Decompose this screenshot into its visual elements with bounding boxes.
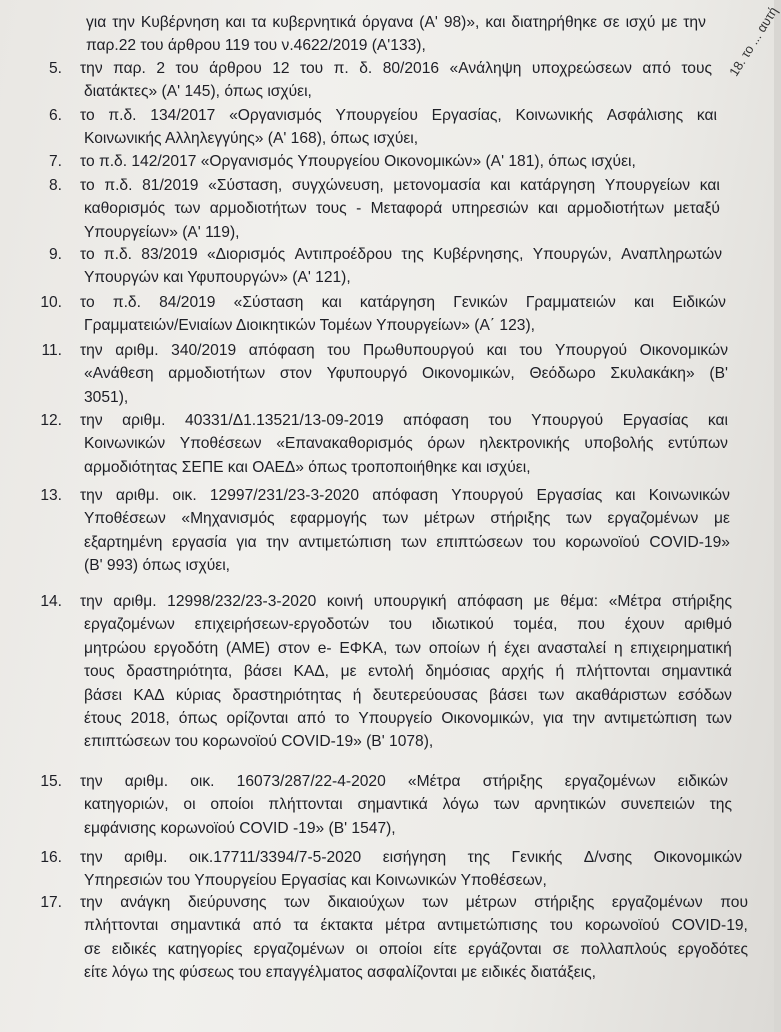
item-text-line: διατάκτες» (Α' 145), όπως ισχύει, [84,83,312,101]
item-number: 17. [40,894,62,911]
item-text-line: την αριθμ. οικ.17711/3394/7-5-2020 εισήγηση της Γενικής Δ/νσης Οικονομικών [80,849,742,866]
item-number: 15. [40,773,62,790]
item-text-line: παρ.22 του άρθρου 119 του ν.4622/2019 (Α'133), [86,37,426,55]
item-text-line: το π.δ. 134/2017 «Οργανισμός Υπουργείου Εργασίας, Κοινωνικής Ασφάλισης και [80,107,717,124]
item-text-line: Υποθέσεων «Μηχανισμός εφαρμογής των μέτρων στήριξης των εργαζομένων με [84,510,730,528]
item-text-line: «Ανάθεση αρμοδιοτήτων στον Υφυπουργό Οικονομικών, Θεόδωρο Σκυλακάκη» (Β' [84,365,728,383]
item-number: 14. [40,593,62,610]
item-text-line: καθορισμός των αρμοδιοτήτων τους - Μεταφορά υπηρεσιών και αρμοδιοτήτων μεταξύ [84,200,720,218]
item-text-line: την αριθμ. 40331/Δ1.13521/13-09-2019 απόφαση του Υπουργού Εργασίας και [80,412,728,429]
item-text-line: το π.δ. 83/2019 «Διορισμός Αντιπροέδρου της Κυβέρνησης, Υπουργών, Αναπληρωτών [80,246,722,263]
item-text-line: πλήττονται σημαντικά από τα έκτακτα μέτρα αντιμετώπισης του κορωνοϊού COVID-19, [84,917,748,935]
item-text-line: Κοινωνικής Αλληλεγγύης» (Α' 168), όπως ισχύει, [84,130,419,148]
item-text-line: έτους 2018, όπως ορίζονται από το Υπουργείο Οικονομικών, για την αντιμετώπιση των [84,710,732,727]
item-text-line: Υπουργών και Υφυπουργών» (Α' 121), [84,269,351,287]
item-text-line: Γραμματειών/Ενιαίων Διοικητικών Τομέων Υπουργείων» (Α΄ 123), [84,317,535,335]
item-text-line: σε ειδικές κατηγορίες εργαζομένων οι οποίοι είτε εργάζονται σε πολλαπλούς εργοδότες [84,940,748,958]
item-text-line: εργαζομένων επιχειρήσεων-εργοδοτών του ιδιωτικού τομέα, που έχουν αριθμό [84,616,732,634]
item-text-line: την ανάγκη διεύρυνσης των δικαιούχων των μέτρων στήριξης εργαζομένων που [80,894,748,911]
item-number: 7. [48,153,62,170]
item-text-line: εμφάνισης κορωνοϊού COVID -19» (Β' 1547), [84,819,396,837]
item-text-line: βάσει ΚΑΔ κύριας δραστηριότητας ή δευτερεύουσας βάσει των ακαθάριστων εσόδων [84,686,732,704]
item-text-line: την αριθμ. 12998/232/23-3-2020 κοινή υπουργική απόφαση με θέμα: «Μέτρα στήριξης [80,593,732,610]
item-text-line: κατηγοριών, οι οποίοι πλήττονται σημαντικά λόγω των αρνητικών συνεπειών της [84,796,732,814]
item-text-line: την αριθμ. 340/2019 απόφαση του Πρωθυπουργού και του Υπουργού Οικονομικών [80,342,728,359]
item-number: 6. [48,107,62,124]
item-text-line: τους δραστηριότητα, βάσει ΚΑΔ, με εντολή δημόσιας αρχής ή πλήττονται σημαντικά [84,663,732,681]
item-text-line: Κοινωνικών Υποθέσεων «Επανακαθορισμός όρων ηλεκτρονικής υποβολής εντύπων [84,435,728,453]
item-text-line: μητρώου εργοδότη (ΑΜΕ) στον e- ΕΦΚΑ, των οποίων ή έχει ανασταλεί η επιχειρηματική [84,639,732,657]
item-text-line: το π.δ. 142/2017 «Οργανισμός Υπουργείου Οικονομικών» (Α' 181), όπως ισχύει, [80,153,636,170]
item-text-line: επιπτώσεων του κορωνοϊού COVID-19» (Β' 1078), [84,733,434,751]
item-text-line: Υπηρεσιών του Υπουργείου Εργασίας και Κοινωνικών Υποθέσεων, [84,872,547,890]
item-text-line: το π.δ. 84/2019 «Σύσταση και κατάργηση Γενικών Γραμματειών και Ειδικών [80,294,726,311]
item-number: 13. [40,487,62,504]
item-number: 8. [48,177,62,194]
item-text-line: το π.δ. 81/2019 «Σύσταση, συγχώνευση, μετονομασία και κατάργηση Υπουργείων και [80,177,720,194]
item-number: 9. [48,246,62,263]
item-text-line: αρμοδιότητας ΣΕΠΕ και ΟΑΕΔ» όπως τροποποιήθηκε και ισχύει, [84,458,531,476]
item-text-line: την αριθμ. οικ. 16073/287/22-4-2020 «Μέτρα στήριξης εργαζομένων ειδικών [80,773,728,790]
item-text-line: Υπουργείων» (Α' 119), [84,223,240,241]
item-text-line: 3051), [84,388,129,406]
item-number: 16. [40,849,62,866]
item-text-line: την παρ. 2 του άρθρου 12 του π. δ. 80/2016 «Ανάληψη υποχρεώσεων από τους [80,60,712,77]
item-number: 10. [40,294,62,311]
item-text-line: είτε λόγω της φύσεως του επαγγέλματος ασφαλίζονται με ειδικές διατάξεις, [84,964,596,982]
item-number: 5. [48,60,62,77]
item-number: 11. [41,342,62,359]
item-text-line: την αριθμ. οικ. 12997/231/23-3-2020 απόφαση Υπουργού Εργασίας και Κοινωνικών [80,487,730,504]
item-number: 12. [40,412,62,429]
item-text-line: (Β' 993) όπως ισχύει, [84,557,231,575]
margin-note: 18. το ... αυτή [726,4,781,79]
item-text-line: για την Κυβέρνηση και τα κυβερνητικά όργανα (Α' 98)», και διατηρήθηκε σε ισχύ με την [86,14,706,31]
item-text-line: εξαρτημένη εργασία για την αντιμετώπιση των επιπτώσεων του κορωνοϊού COVID-19» [84,533,730,551]
